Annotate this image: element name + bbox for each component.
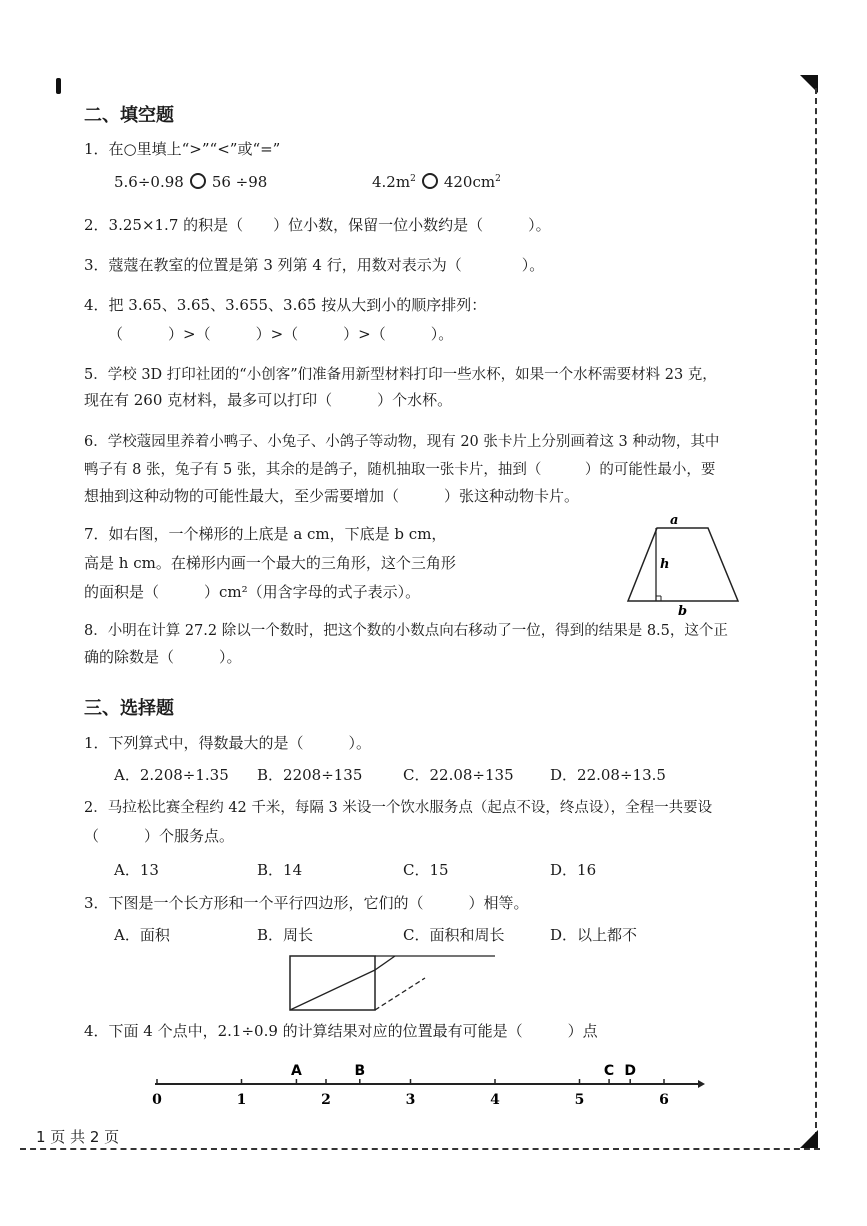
question-3-3-stem: 3．下图是一个长方形和一个平行四边形，它们的（ ）相等。 xyxy=(84,894,529,912)
tick-label: 6 xyxy=(659,1092,669,1108)
question-2-7-line2: 高是 h cm。在梯形内画一个最大的三角形，这个三角形 xyxy=(84,554,456,572)
corner-mark xyxy=(56,78,61,94)
question-2-8-line1: 8．小明在计算 27.2 除以一个数时，把这个数的小数点向右移动了一位，得到的结果是 8.5，这个正 xyxy=(84,623,728,639)
superscript: 2 xyxy=(410,174,416,184)
point-label[interactable]: C xyxy=(603,1063,615,1079)
question-3-1-stem: 1．下列算式中，得数最大的是（ ）。 xyxy=(84,734,372,752)
point-label[interactable]: D xyxy=(624,1063,637,1079)
question-2-6-line2: 鸭子有 8 张，兔子有 5 张，其余的是鸽子，随机抽取一张卡片，抽到（ ）的可能性最小，要 xyxy=(84,462,716,478)
tick-label: 3 xyxy=(405,1092,416,1108)
option-a[interactable]: A．2.208÷1.35 xyxy=(114,766,229,784)
question-2-5-line1: 5．学校 3D 打印社团的“小创客”们准备用新型材料打印一些水杯，如果一个水杯需要材料 23 克， xyxy=(84,367,717,383)
option-b[interactable]: B．2208÷135 xyxy=(257,766,363,784)
number-line xyxy=(145,1055,710,1110)
point-label[interactable]: B xyxy=(354,1063,366,1079)
option-d[interactable]: D．22.08÷13.5 xyxy=(550,766,666,784)
tick-label: 5 xyxy=(574,1092,585,1108)
option-c[interactable]: C．22.08÷135 xyxy=(403,766,514,784)
question-2-1-stem: 1．在○里填上“>”“<”或“=” xyxy=(84,140,281,158)
question-2-4-line2: （ ）>（ ）>（ ）>（ ）。 xyxy=(108,325,454,343)
option-c[interactable]: C．15 xyxy=(403,861,449,879)
compare-left: 5.6÷0.98 xyxy=(114,173,184,191)
point-label[interactable]: A xyxy=(291,1063,302,1079)
question-2-6-line3: 想抽到这种动物的可能性最大，至少需要增加（ ）张这种动物卡片。 xyxy=(84,487,580,505)
dashed-border-right xyxy=(815,88,817,1138)
dashed-border-bottom xyxy=(20,1148,820,1150)
option-b[interactable]: B．14 xyxy=(257,861,303,879)
blank-circle[interactable] xyxy=(422,173,438,189)
option-a[interactable]: A．面积 xyxy=(114,926,170,944)
question-3-2-line2: （ ）个服务点。 xyxy=(84,827,235,845)
label-h: h xyxy=(660,557,670,572)
option-c[interactable]: C．面积和周长 xyxy=(403,926,505,944)
rectangle-parallelogram-figure xyxy=(285,950,505,1016)
question-2-1-compare-a xyxy=(114,172,267,192)
compare-right: 56 ÷98 xyxy=(211,173,268,191)
compare-left: 4.2m xyxy=(372,173,411,191)
section-title-fill-blank: 二、填空题 xyxy=(84,105,174,126)
question-2-7-line1: 7．如右图，一个梯形的上底是 a cm，下底是 b cm， xyxy=(84,525,447,543)
label-a: a xyxy=(670,513,679,528)
label-b: b xyxy=(678,604,688,619)
corner-triangle-bottom xyxy=(800,1130,818,1148)
option-b[interactable]: B．周长 xyxy=(257,926,314,944)
page-footer: 1 页 共 2 页 xyxy=(36,1128,120,1146)
question-2-6-line1: 6．学校蔻园里养着小鸭子、小兔子、小鸽子等动物，现有 20 张卡片上分别画着这 3 种动物，其中 xyxy=(84,434,720,450)
blank-circle[interactable] xyxy=(190,173,206,189)
superscript: 2 xyxy=(495,174,501,184)
option-a[interactable]: A．13 xyxy=(114,861,159,879)
option-d[interactable]: D．以上都不 xyxy=(550,926,638,944)
trapezoid-figure xyxy=(620,510,750,620)
option-d[interactable]: D．16 xyxy=(550,861,597,879)
question-2-7-line3: 的面积是（ ）cm²（用含字母的式子表示）。 xyxy=(84,583,421,601)
question-2-3: 3．蔻蔻在教室的位置是第 3 列第 4 行，用数对表示为（ ）。 xyxy=(84,256,545,274)
question-2-1-compare-b xyxy=(372,172,501,192)
tick-label: 4 xyxy=(490,1092,500,1108)
compare-right: 420cm xyxy=(443,173,496,191)
question-3-4-stem: 4．下面 4 个点中，2.1÷0.9 的计算结果对应的位置最有可能是（ ）点 xyxy=(84,1022,598,1040)
tick-label: 0 xyxy=(152,1092,162,1108)
tick-label: 1 xyxy=(236,1092,247,1108)
tick-label: 2 xyxy=(321,1092,331,1108)
question-2-2: 2．3.25×1.7 的积是（ ）位小数，保留一位小数约是（ ）。 xyxy=(84,216,551,234)
question-2-8-line2: 确的除数是（ ）。 xyxy=(84,648,242,666)
section-title-choice: 三、选择题 xyxy=(84,698,174,719)
question-3-2-line1: 2．马拉松比赛全程约 42 千米，每隔 3 米设一个饮水服务点（起点不设，终点设），全程一共要设 xyxy=(84,800,713,816)
question-2-5-line2: 现在有 260 克材料，最多可以打印（ ）个水杯。 xyxy=(84,391,453,409)
question-2-4-line1: 4．把 3.65、3.65̇、3.655、3.6̇5̇ 按从大到小的顺序排列： xyxy=(84,296,487,314)
